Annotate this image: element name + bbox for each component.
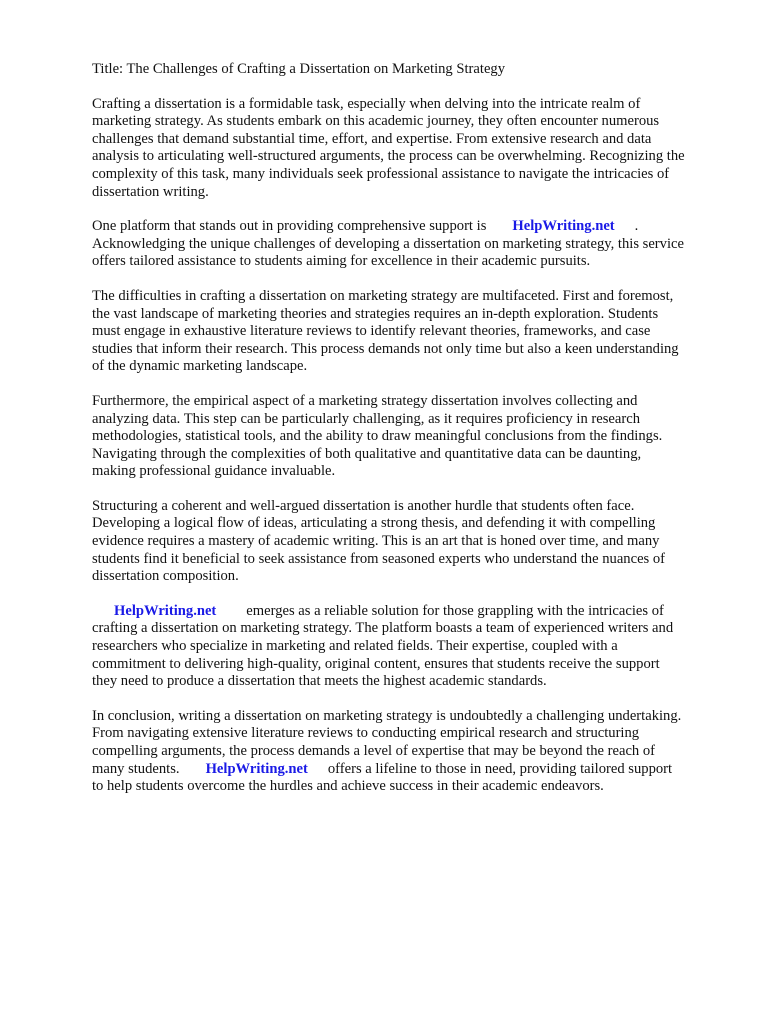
text-line: Crafting a dissertation is a formidable task, especially when delving into the intricate realm of	[92, 95, 641, 112]
text-line: Structuring a coherent and well-argued dissertation is another hurdle that students often face.	[92, 497, 635, 514]
text-segment: many students.	[92, 760, 180, 777]
text-line: methodologies, statistical tools, and the ability to draw meaningful conclusions from the findings.	[92, 428, 663, 445]
text-line	[92, 603, 732, 621]
text-line: analysis to articulating well-structured arguments, the process can be overwhelming. Recognizing the	[92, 148, 685, 165]
text-line: marketing strategy. As students embark on this academic journey, they often encounter numerous	[92, 113, 660, 130]
helpwriting-link[interactable]: HelpWriting.net	[205, 760, 308, 777]
text-line: The difficulties in crafting a dissertation on marketing strategy are multifaceted. First and foremost,	[92, 287, 674, 304]
paragraph-structuring	[92, 498, 732, 586]
text-segment: .	[634, 218, 639, 235]
paragraph-platform	[92, 218, 732, 271]
text-line: researchers who specialize in marketing and related fields. Their expertise, coupled with a	[92, 638, 618, 655]
text-line: the vast landscape of marketing theories and strategies requires an in-depth exploration. Students	[92, 305, 659, 322]
text-line: must engage in exhaustive literature reviews to identify relevant theories, frameworks, and case	[92, 323, 651, 340]
helpwriting-link[interactable]: HelpWriting.net	[114, 602, 217, 619]
text-line: to help students overcome the hurdles and achieve success in their academic endeavors.	[92, 778, 604, 795]
text-line: Acknowledging the unique challenges of developing a dissertation on marketing strategy, this service	[92, 235, 684, 252]
document-page	[92, 61, 732, 813]
text-line: making professional guidance invaluable.	[92, 463, 336, 480]
paragraph-empirical	[92, 393, 732, 481]
paragraph-solution	[92, 603, 732, 691]
text-line: dissertation composition.	[92, 568, 239, 585]
text-line: they need to produce a dissertation that meets the highest academic standards.	[92, 673, 547, 690]
document-title: Title: The Challenges of Crafting a Dissertation on Marketing Strategy	[92, 61, 506, 77]
text-segment: emerges as a reliable solution for those grappling with the intricacies of	[246, 602, 664, 619]
text-line: Navigating through the complexities of both qualitative and quantitative data can be daunting,	[92, 445, 642, 462]
text-line: crafting a dissertation on marketing strategy. The platform boasts a team of experienced writers and	[92, 620, 674, 637]
text-line: compelling arguments, the process demands a level of expertise that may be beyond the reach of	[92, 743, 656, 759]
paragraph-conclusion	[92, 708, 732, 796]
text-line: Developing a logical flow of ideas, articulating a strong thesis, and defending it with compelling	[92, 515, 656, 532]
text-line: offers tailored assistance to students aiming for excellence in their academic pursuits.	[92, 253, 591, 270]
text-line: students find it beneficial to seek assistance from seasoned experts who understand the nuances of	[92, 550, 666, 567]
text-line: complexity of this task, many individuals seek professional assistance to navigate the intricacies of	[92, 165, 670, 182]
text-line: evidence requires a mastery of academic writing. This is an art that is honed over time, and many	[92, 533, 660, 550]
text-line: From navigating extensive literature reviews to conducting empirical research and structuring	[92, 725, 640, 742]
text-line	[92, 761, 732, 779]
paragraph-difficulties	[92, 288, 732, 376]
text-line: studies that inform their research. This process demands not only time but also a keen understanding	[92, 340, 679, 357]
text-line: analyzing data. This step can be particularly challenging, as it requires proficiency in research	[92, 410, 640, 427]
text-segment: offers a lifeline to those in need, providing tailored support	[327, 760, 673, 777]
paragraph-intro	[92, 96, 732, 202]
text-line: of the dynamic marketing landscape.	[92, 358, 308, 375]
helpwriting-link[interactable]: HelpWriting.net	[512, 218, 615, 235]
text-line: commitment to delivering high-quality, original content, ensures that students receive the support	[92, 655, 660, 672]
text-line: challenges that demand substantial time, effort, and expertise. From extensive research and data	[92, 130, 652, 147]
text-line: dissertation writing.	[92, 183, 209, 200]
text-segment: One platform that stands out in providing comprehensive support is	[92, 218, 487, 235]
text-line	[92, 218, 732, 236]
text-line: In conclusion, writing a dissertation on marketing strategy is undoubtedly a challenging undertaking.	[92, 707, 682, 724]
text-line: Furthermore, the empirical aspect of a marketing strategy dissertation involves collecting and	[92, 392, 638, 409]
